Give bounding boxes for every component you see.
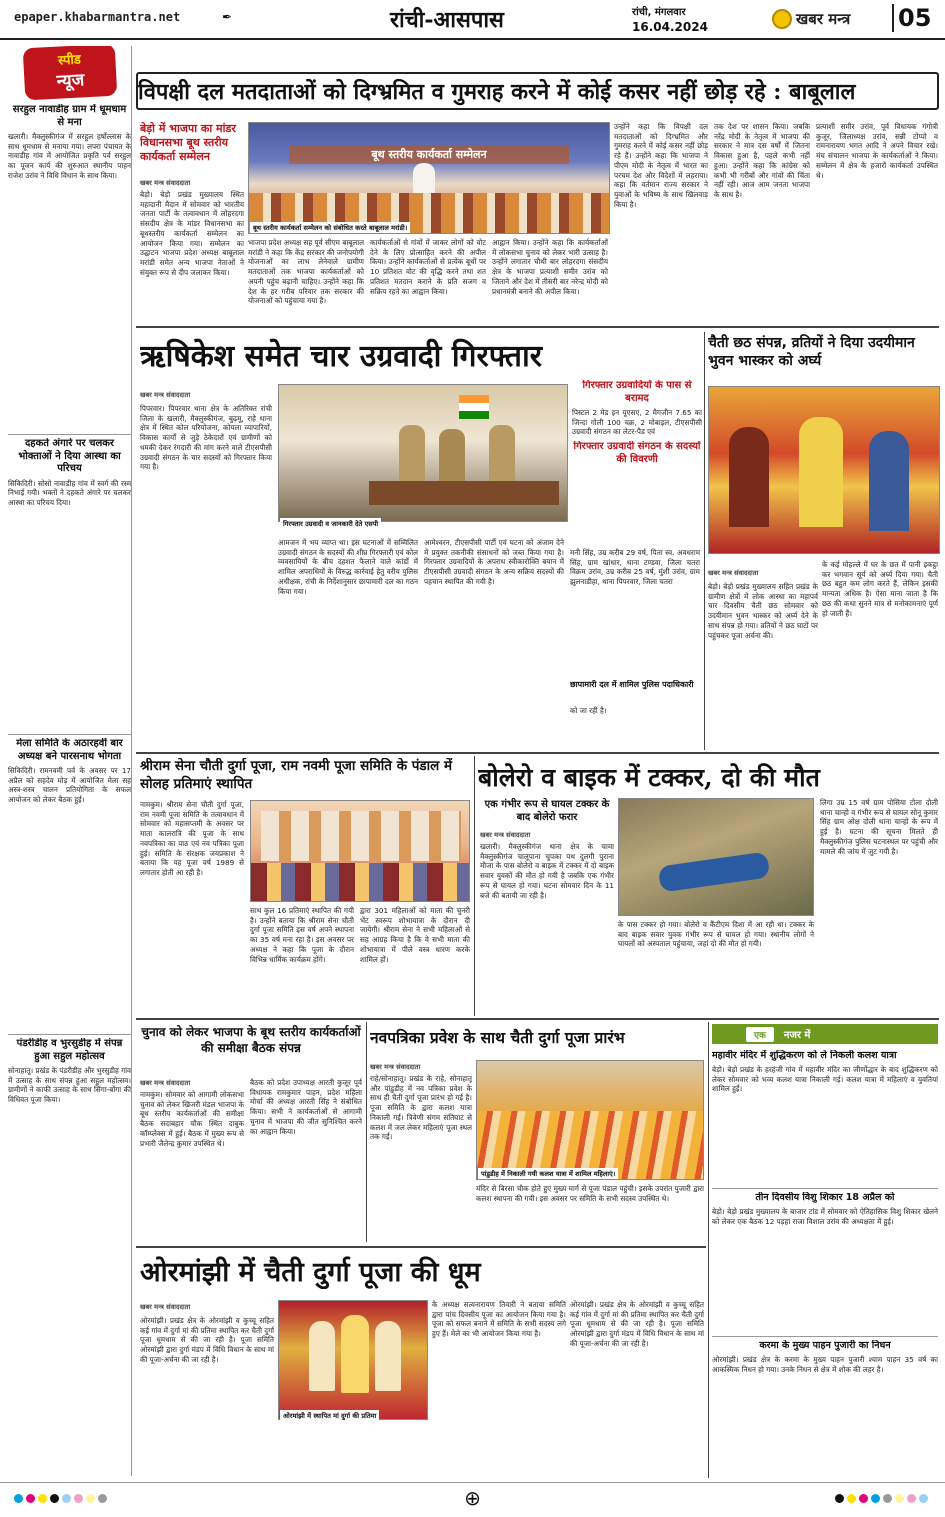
arrest-dateline: खबर मन्त्र संवाददाता (140, 391, 191, 399)
arrest-photo[interactable] (278, 384, 568, 522)
ormanjhi-photo-idol (309, 1321, 335, 1391)
arrest-box-seized (572, 380, 702, 546)
booth-text: नामकुम। सोमवार को आगामी लोकसभा चुनाव को लेकर खिजरी मंडल भाजपा के बूथ स्तरीय कार्यकर्ताओं की समीक्षा बैठक सदाबहार चौक स्थित दाबुक कॉम्प्लेक्स में हुई। बैठक में मुख्य रूप से प्रभारी जैलेन्द्र कुमार उपस्थित थे। (140, 1090, 244, 1148)
arrest-photo-caption: गिरफ्तार उग्रवादी व जानकारी देते एसपी (280, 518, 381, 529)
accident-text: के पास टक्कर हो गया। बोलेरो व कैंटीएम दिशा में आ रही था। टक्कर के बाद बाइक सवार युवक गंभीर रूप से घायल हो गया। स्थानीय लोगों ने घायलों को अस्पताल पहुंचाया, जहां दो की मौत हो गयी। (618, 920, 814, 949)
arrest-photo-officer (399, 425, 425, 485)
lead-text: कार्यकर्ताओं से गांवों में जाकर लोगों को वोट देने के लिए प्रोत्साहित करने की अपील किया। उन्होंने कार्यकर्ताओं से प्रत्येक बूथों पर 10 प्रतिशत वोट की वृद्धि करने तथा शत प्रतिशत मतदान कराने के प्रति सजग व सक्रिय रहने का आह्वान किया। (370, 238, 486, 296)
speed-news-item (8, 734, 131, 1034)
lead-text: भाजपा प्रदेश अध्यक्ष सह पूर्व सीएम बाबूलाल मरांडी ने कहा कि केंद्र सरकार की जनोपयोगी योजनाओं का लाभ लेनेवाले ग्रामीण मतदाताओं तक भाजपा कार्यकर्ताओं को अपनी पहुंच बढ़ानी चाहिए। उन्होंने कहा कि देश के हर गरीब परिवार तक सरकार की योजनाओं को पहुंचाया गया है। (248, 238, 364, 306)
city-day: रांची, मंगलवार (632, 7, 686, 18)
lead-text: प्रत्याशी समीर उरांव, पूर्व विधायक गंगोत्री कुजूर, जिलाध्यक्ष उरांव, सन्नी टोप्पो व रामनारायण भगत आदि ने अपने विचार रखे। मंच संचालन भाजपा के कार्यकर्ताओं ने किया। सम्मेलन में क्षेत्र के हजारों कार्यकर्ता उपस्थित थे। (816, 122, 938, 180)
divider (136, 1246, 706, 1248)
speed-news-item (8, 434, 131, 734)
ormanjhi-headline: ओरमांझी में चैती दुर्गा पूजा की धूम (140, 1257, 481, 1288)
speed-news-item (8, 1034, 131, 1454)
footer-bar (0, 1482, 945, 1512)
color-registration-dots (835, 1488, 931, 1507)
speed-news-title: मेला समिति के अठारहवीं बार अध्यक्ष बने पारसनाथ भोगता (16, 738, 123, 762)
chhath-headline: चैती छठ संपन्न, व्रतियों ने दिया उदयीमान भुवन भास्कर को अर्घ्य (708, 335, 915, 370)
speed-news-item (8, 104, 131, 434)
lead-text: तक देश पर शासन किया। जबकि नरेंद्र मोदी के नेतृत्व में भाजपा की सरकार ने मात्र दस वर्षों में जितना विकास हुआ है, पहले कभी नहीं हुआ। उन्होंने कहा कि कांग्रेस को कभी भी गरीबों और गांवों की चिंता नहीं रही। आज आम जनता भाजपा के साथ है। (714, 122, 810, 200)
nazar-banner (712, 1024, 938, 1044)
nazar-text: ओरमांझी। प्रखंड क्षेत्र के करमा के मुख्य पाहन पुजारी श्याम पाहन 35 वर्ष का आकस्मिक निधन हो गया। उनके निधन से क्षेत्र में शोक की लहर है। (712, 1354, 938, 1374)
nazar-title: महावीर मंदिर में शुद्धिकरण को ले निकली कलश यात्रा (712, 1050, 897, 1061)
issue-date: 16.04.2024 (632, 20, 708, 34)
accident-text: लिगा उम्र 15 वर्ष ग्राम पोसिया टोला दोली थाना चान्हो व गंभीर रूप से घायल सोनू कुमार सिंह ग्राम ओक्ष दोली थाना चान्हो के रूप में हुई है। घटना की सूचना मिलते ही मैक्लुस्कीगंज पुलिस घटनास्थल पर पहुंची और मामले की जांच में जुट गयी है। (820, 798, 938, 856)
accident-headline: बोलेरो व बाइक में टक्कर, दो की मौत (478, 763, 820, 792)
ramnavami-text: द्वारा 301 महिलाओं को माता की चुनरी भेंट स्वरूप शोभायात्रा के दौरान दी जायेगी। श्रीराम सेना ने सभी महिलाओं से सह आग्रह किया है कि वे सभी माता की शोभायात्रा में पीले वस्त्र धारण करके शामिल हों। (360, 906, 470, 964)
divider (136, 326, 939, 328)
nazar-title: करमा के मुख्य पाहन पुजारी का निधन (759, 1340, 891, 1351)
website-url[interactable]: epaper.khabarmantra.net (14, 10, 181, 24)
nazar-label-ek: एक (746, 1027, 774, 1042)
arrest-headline: ऋषिकेश समेत चार उग्रवादी गिरफ्तार (140, 339, 543, 374)
nazar-item (712, 1188, 938, 1328)
color-registration-dots (14, 1488, 110, 1507)
speed-news-logo-text: न्यूज (55, 70, 85, 92)
masthead (0, 0, 945, 40)
ramnavami-photo-idols (261, 811, 461, 861)
arrest-members-text: मनी सिंह, उम्र करीब 29 वर्ष, पिता स्व. अवधराम सिंह, ग्राम खांधार, थाना टण्डवा, जिला चतरा विक्रम उरांव, उम्र करीब 25 वर्ष, मुंशी उरांव, ग्राम झुलनाडीहा, थाना पिपरवार, जिला चतरा (570, 548, 700, 587)
ormanjhi-photo[interactable] (278, 1300, 428, 1420)
lead-text: बेड़ो। बेड़ो प्रखंड मुख्यालय स्थित महादानी मैदान में सोमवार को भारतीय जनता पार्टी के तत्वावधान में लोहरदगा संसदीय क्षेत्र के मांडर विधानसभा का बूथस्तरीय कार्यकर्ता सम्मेलन का आयोजन किया गया। सम्मेलन का उद्घाटन भाजपा प्रदेश अध्यक्ष बाबूलाल मरांडी समेत अन्य भाजपा नेताओं ने संयुक्त रूप से दीप जलाकर किया। (140, 190, 244, 277)
speed-news-text: खलारी। मैक्लुस्कीगंज में सरहुल हर्षोल्लास के साथ धूमधाम से मनाया गया। लपरा पंचायत के नावाडीह गांव में आयोजित प्रकृति पर्व सरहुल का पूजन कार्य की शुरुआत स्थानीय पाहन राजेश उरांव ने विधि विधान के साथ किया। (8, 132, 131, 180)
arrest-text: आमजन में भय व्याप्त था। इस घटनाओं में सम्मिलित उग्रवादी संगठन के सदस्यों की शीघ्र गिरफ्तारी एवं कोल व्यवसायियों के बीच दहशत फैलाने वाले कांडों में शामिल अपराधियों के विरुद्ध कार्रवाई हेतु वरीय पुलिस अधीक्षक, रांची के निर्देशानुसार छापामारी दल का गठन किया गया। (278, 538, 418, 596)
nazar-text: बेड़ो। बेड़ो प्रखंड के हरहंजी गांव में महावीर मंदिर का जीर्णोद्धार के बाद शुद्धिकरण को लेकर सोमवार को भव्य कलश यात्रा निकाली गई। कलश यात्रा में महिलाएं व युवतियां शामिल हुईं। (712, 1064, 938, 1094)
ormanjhi-text: ओरमांझी। प्रखंड क्षेत्र के ओरमांझी व कुच्चू सहित कई गांव में दुर्गा मां की प्रतिमा स्थापित कर चैती दुर्गा पूजा धूमधाम से की जा रही है। पूजा समिति ओरमांझी द्वारा दुर्गा मंडप में विधि विधान के साथ मां की पूजा-अर्चना की जा रही है। (140, 1316, 274, 1364)
accident-dateline: खबर मन्त्र संवाददाता (480, 831, 531, 839)
registration-mark-icon: ⊕ (464, 1485, 481, 1510)
speed-news-column (8, 46, 132, 1476)
chhath-photo-figure (799, 417, 843, 527)
accident-photo[interactable] (618, 798, 814, 916)
navpatrika-text: राहे/सोनाहातू। प्रखंड के राहे, सोनाहातू और पांडुडीह में नव पत्रिका प्रवेश के साथ ही चैती दुर्गा पूजा प्रारंभ हो गई है। पूजा समिति के द्वारा कलश यात्रा निकाली गई। त्रिवेणी संगम सतिघाट से कलश में जल लेकर महिलाएं पूजा स्थल तक गईं। (370, 1074, 472, 1142)
speed-news-text: सिकिदिरी। रामनवमी पर्व के अवसर पर 17 अप्रैल को सहदेव मोड़ में आयोजित मेला सह अस्त्र-शस्त्र चालन प्रतियोगिता के सफल आयोजन को लेकर बैठक हुई। (8, 766, 131, 805)
chhath-photo[interactable] (708, 386, 940, 554)
ormanjhi-text: ओरमांझी। प्रखंड क्षेत्र के ओरमांझी व कुच्चू सहित कई गांव में दुर्गा मां की प्रतिमा स्थापित कर चैती दुर्गा पूजा धूमधाम से की जा रही है। पूजा समिति ओरमांझी द्वारा दुर्गा मंडप में विधि विधान के साथ मां की पूजा-अर्चना की जा रही है। (570, 1300, 704, 1348)
brand-logo (772, 7, 850, 31)
members-title: गिरफ्तार उग्रवादी संगठन के सदस्यों की विवरणी (573, 441, 701, 465)
navpatrika-dateline: खबर मन्त्र संवाददाता (370, 1063, 421, 1071)
seized-title: गिरफ्तार उग्रवादियों के पास से बरामद (582, 380, 692, 404)
arrest-text: आमेश्वरन, टीएसपीसी पार्टी एवं घटना को अंजाम देने में प्रयुक्त तकनीकी संसाधनों को जब्त किया गया है। गिरफ्तार उग्रवादियों के अपराध स्वीकारोक्ति बयान में टीएसपीसी उग्रवादी संगठन के अन्य सक्रिय सदस्यों की पहचान स्थापित की गयी है। (424, 538, 564, 586)
nazar-item (712, 1050, 938, 1180)
ormanjhi-photo-caption: ओरमांझी में स्थापित मां दुर्गा की प्रतिमा (280, 1410, 379, 1421)
speed-news-title: दहकते अंगारे पर चलकर भोक्ताओं ने दिया आस्था का परिचय (18, 438, 121, 474)
navpatrika-text: मंदिर से बिरसा चौक होते हुए मुख्य मार्ग से पूजा पंडाल पहुंची। इसके उपरांत पुजारी द्वारा कलश स्थापना की गयी। इस अवसर पर समिति के सभी सदस्य उपस्थित थे। (476, 1184, 704, 1203)
speed-news-logo-text: स्पीड (57, 52, 81, 69)
arrest-team-title: छापामारी दल में शामिल पुलिस पदाधिकारी (570, 680, 694, 689)
arrest-photo-officer (489, 425, 515, 485)
lead-subhead: बेड़ो में भाजपा का मांडर विधानसभा बूथ स्तरीय कार्यकर्ता सम्मेलन (140, 122, 236, 163)
page-number: 05 (892, 4, 931, 32)
ramnavami-headline: श्रीराम सेना चौती दुर्गा पूजा, राम नवमी पूजा समिति के पंडाल में सोलह प्रतिमाएं स्थापित (140, 758, 453, 792)
nazar-item (712, 1336, 938, 1478)
ramnavami-text: नामकुम। श्रीराम सेना चौती दुर्गा पूजा, राम नवमी पूजा समिति के तत्वावधान में सोमवार को महासप्तमी के अवसर पर माता कालरात्रि की पूजा के साथ नवपत्रिका का पाठ एवं नव पत्रिका पूजा हुई। समिति के संरक्षक जयप्रकाश ने बताया कि यह पूजा वर्ष 1989 से लगातार होती आ रही है। (140, 800, 244, 878)
chhath-photo-figure (869, 431, 909, 531)
chhath-text: के कई मोहल्ले में घर के छत में पानी इकट्ठा कर भगवान सूर्य को अर्घ्य दिया गया। चैती छठ बहुत कम लोग करते हैं, लेकिन इसकी मान्यता अधिक है। ऐसा माना जाता है कि छठ की कथा सुनने मात्र से मनोकामनाएं पूर्ण हो जाती हैं। (822, 560, 938, 618)
navpatrika-headline: नवपत्रिका प्रवेश के साथ चैती दुर्गा पूजा प्रारंभ (370, 1028, 625, 1047)
divider (474, 756, 475, 1016)
divider (136, 752, 939, 754)
speed-news-text: सिकिदिरी। सोसो नावाडीह गांव में स्वर्ग की रस्म निभाई गयी। भक्तों ने दहकते अंगारे पर चलकर आस्था का परिचय दिया। (8, 478, 131, 507)
nazar-title: तीन दिवसीय विशु शिकार 18 अप्रैल को (755, 1192, 895, 1203)
accident-subhead: एक गंभीर रूप से घायल टक्कर के बाद बोलेरो फरार (484, 799, 610, 823)
arrest-photo-officer (439, 429, 465, 487)
divider (708, 1022, 709, 1478)
accident-text: खलारी। मैक्लुस्कीगंज थाना क्षेत्र के चामा मैक्लुस्कीगंज चालूपाना चुपका पथ दुलगी पुराना मौजा के पास बोलेरो व बाइक में टक्कर में दो बाइक सवार युवकों की मौत हो गयी है जबकि एक गंभीर रूप से घायल हो गया। घटना सोमवार दिन के 11 बजे की बतायी जा रही है। (480, 842, 614, 900)
seized-text: पिस्टल 2 मेड इन यूएसए, 2 मैगजीन 7.65 का जिन्दा गोली 100 चक्र, 2 मोबाइल, टीएसपीसी उग्रवादी संगठन का लेटर-पैड एवं (572, 408, 702, 437)
lead-text: उन्होंने कहा कि विपक्षी दल मतदाताओं को दिग्भ्रमित और गुमराह करने में कोई कसर नहीं छोड़ रहे हैं। उन्होंने कहा कि भाजपा ने पीएम मोदी के नेतृत्व में भारत का परचम देश और विदेशों में लहराया। कहा कि वर्तमान राज्य सरकार ने युवाओं के भविष्य के साथ खिलवाड़ किया है। (614, 122, 708, 209)
cursor-icon: ✒ (222, 10, 233, 24)
nazar-text: बेड़ो। बेड़ो प्रखंड मुख्यालय के बाजार टांड में सोमवार को ऐतिहासिक विशु शिकार खेलने को लेकर एक बैठक 12 पड़हा राजा विशाल उरांव की अध्यक्षता में हुई। (712, 1206, 938, 1226)
navpatrika-photo[interactable] (476, 1060, 704, 1180)
chhath-text: बेड़ो। बेड़ो प्रखंड मुख्यालय सहित प्रखंड के ग्रामीण क्षेत्रों में लोक आस्था का महापर्व चार दिवसीय चैती छठ सोमवार को उदयीमान भुवन भास्कर को अर्घ्य देने के साथ संपन्न हो गया। व्रतियों ने छठ घाटों पर पहुंचकर पूजा अर्चना की। (708, 582, 818, 640)
brand-name: खबर मन्त्र (796, 10, 851, 28)
booth-headline: चुनाव को लेकर भाजपा के बूथ स्तरीय कार्यकर्ताओं की समीक्षा बैठक संपन्न (141, 1025, 361, 1056)
speed-news-title: सरहुल नावाडीह ग्राम में धूमधाम से मना (12, 104, 127, 128)
booth-dateline: खबर मन्त्र संवाददाता (140, 1079, 191, 1087)
arrest-photo-flag (459, 395, 489, 419)
ramnavami-photo[interactable] (250, 800, 470, 902)
booth-text: बैठक को प्रदेश उपाध्यक्ष आरती कुजूर पूर्व विधायक रामकुमार पाहन, प्रदेश महिला मोर्चा की अध्यक्ष आरती सिंह ने संबोधित किया। सभी ने कार्यकर्ताओं से आगामी चुनाव में भाजपा की जीत सुनिश्चित करने का आह्वान किया। (250, 1078, 362, 1136)
ramnavami-photo-people (251, 863, 470, 902)
brand-circle-icon (772, 9, 792, 29)
ormanjhi-photo-idol (375, 1321, 401, 1391)
chhath-dateline: खबर मन्त्र संवाददाता (708, 569, 759, 577)
lead-photo-banner: बूथ स्तरीय कार्यकर्ता सम्मेलन (289, 145, 569, 164)
ramnavami-text: साथ कुल 16 प्रतिमाएं स्थापित की गयी है। उन्होंने बताया कि श्रीराम सेना चौती दुर्गा पूजा समिति इस वर्ष अपने स्थापना का 35 वर्ष मना रहा है। इस अवसर पर अध्यक्ष ने कहा कि पूजा के दौरान विभिन्न धार्मिक कार्यक्रम होंगे। (250, 906, 354, 964)
section-title: रांची-आसपास (390, 7, 504, 33)
ormanjhi-text: के अध्यक्ष सत्यनारायण तिवारी ने बताया समिति द्वारा पांच दिवसीय पूजा का आयोजन किया गया है। पूजा को सफल बनाने में समिति के सभी सदस्य लगे हुए हैं। मेले का भी आयोजन किया गया है। (432, 1300, 566, 1339)
lead-text: आह्वान किया। उन्होंने कहा कि कार्यकर्ताओं में लोकसभा चुनाव को लेकर भारी उत्साह है। उन्होंने लगातार चौथी बार लोहरदगा संसदीय क्षेत्र के भाजपा प्रत्याशी समीर उरांव को जिताने और देश में तीसरी बार नरेन्द्र मोदी को प्रधानमंत्री बनाने की अपील किया। (492, 238, 608, 296)
lead-photo[interactable] (248, 122, 610, 234)
navpatrika-photo-caption: पांडुडीह में निकाली गयी कलश यात्रा में शामिल महिलाएं। (478, 1168, 618, 1179)
lead-dateline: खबर मन्त्र संवाददाता (140, 179, 191, 187)
lead-photo-caption: बूथ स्तरीय कार्यकर्ता सम्मेलन को संबोधित करते बाबूलाल मरांडी। (250, 222, 410, 233)
divider (136, 1018, 939, 1020)
chhath-photo-figure (729, 427, 769, 527)
ormanjhi-dateline: खबर मन्त्र संवाददाता (140, 1303, 191, 1311)
accident-photo-victim (658, 851, 771, 892)
speed-news-logo (22, 46, 117, 100)
lead-headline-box (136, 72, 939, 110)
lead-headline: विपक्षी दल मतदाताओं को दिग्भ्रमित व गुमराह करने में कोई कसर नहीं छोड़ रहे : बाबूलाल (138, 79, 856, 105)
ormanjhi-photo-idol (341, 1315, 369, 1393)
speed-news-text: सोनाहातू। प्रखंड के पंडरीडीह और भुरसुडीह गांव में उत्साह के साथ संपन्न हुआ सहुल महोत्सव। ग्रामीणों ने काफी उत्साह के साथ सिंगा-बोंगा की विधिवत पूजा किया। (8, 1066, 131, 1105)
speed-news-title: पंडरीडीह व भुरसुडीह में संपन्न हुआ सहुल महोत्सव (16, 1038, 123, 1062)
nazar-label-main: नजर में (783, 1030, 811, 1041)
arrest-text: को जा रही है। (570, 706, 607, 715)
arrest-photo-table (369, 481, 559, 505)
arrest-text: पिपरवार। पिपरवार थाना क्षेत्र के अतिरिक्त रांची जिला के खलारी, मैक्लुस्कीगंज, बुढ़मू, राहे थाना क्षेत्र में स्थित कोल परियोजना, कोयला व्यापारियों, विकास कार्यों से जुड़े ठेकेदारों एवं ग्रामीणों को धमकी देकर रंगदारी की मांग करने वाले टीएसपीसी उग्रवादी संगठन के चार सदस्यों को गिरफ्तार किया गया है। (140, 404, 272, 472)
divider (366, 1022, 367, 1242)
divider (704, 332, 705, 750)
